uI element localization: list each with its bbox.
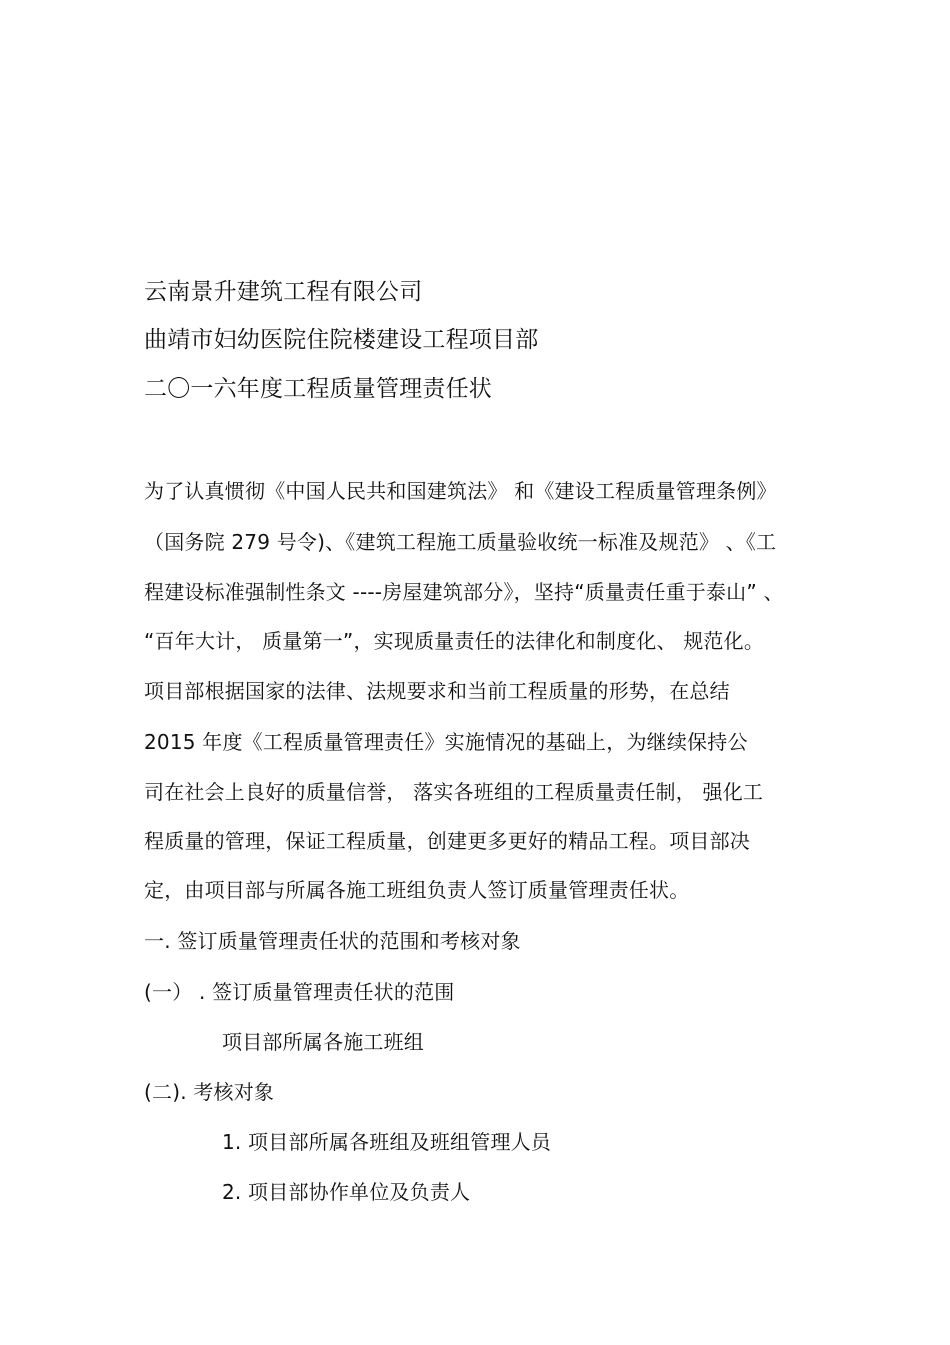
subsection-1-content: 项目部所属各施工班组 <box>222 1030 424 1054</box>
project-department-heading: 曲靖市妇幼医院住院楼建设工程项目部 <box>144 327 539 353</box>
paragraph-line-7: 司在社会上良好的质量信誉， 落实各班组的工程质量责任制， 强化工 <box>144 780 764 804</box>
list-item: 2. 项目部协作单位及负责人 <box>222 1180 471 1204</box>
section-heading-1: 一. 签订质量管理责任状的范围和考核对象 <box>144 929 521 953</box>
document-title-heading: 二〇一六年度工程质量管理责任状 <box>144 376 492 402</box>
paragraph-line-9: 定，由项目部与所属各施工班组负责人签订质量管理责任状。 <box>144 878 690 902</box>
paragraph-line-3: 程建设标准强制性条文 ----房屋建筑部分》，坚持“质量责任重于泰山” 、 <box>144 580 784 604</box>
subsection-heading-1: (一） . 签订质量管理责任状的范围 <box>144 980 455 1004</box>
company-name-heading: 云南景升建筑工程有限公司 <box>144 279 423 305</box>
subsection-heading-2: (二). 考核对象 <box>144 1080 275 1104</box>
paragraph-line-1: 为了认真惯彻《中国人民共和国建筑法》 和《建设工程质量管理条例》 <box>144 479 777 503</box>
paragraph-line-2: （国务院 279 号令)、《建筑工程施工质量验收统一标准及规范》 、《工 <box>144 530 777 554</box>
paragraph-line-6: 2015 年度《工程质量管理责任》实施情况的基础上，为继续保持公 <box>144 730 748 754</box>
list-item: 1. 项目部所属各班组及班组管理人员 <box>222 1130 552 1154</box>
paragraph-line-5: 项目部根据国家的法律、法规要求和当前工程质量的形势，在总结 <box>144 679 730 703</box>
paragraph-line-8: 程质量的管理，保证工程质量，创建更多更好的精品工程。项目部决 <box>144 829 750 853</box>
paragraph-line-4: “百年大计， 质量第一”，实现质量责任的法律化和制度化、 规范化。 <box>144 629 765 653</box>
